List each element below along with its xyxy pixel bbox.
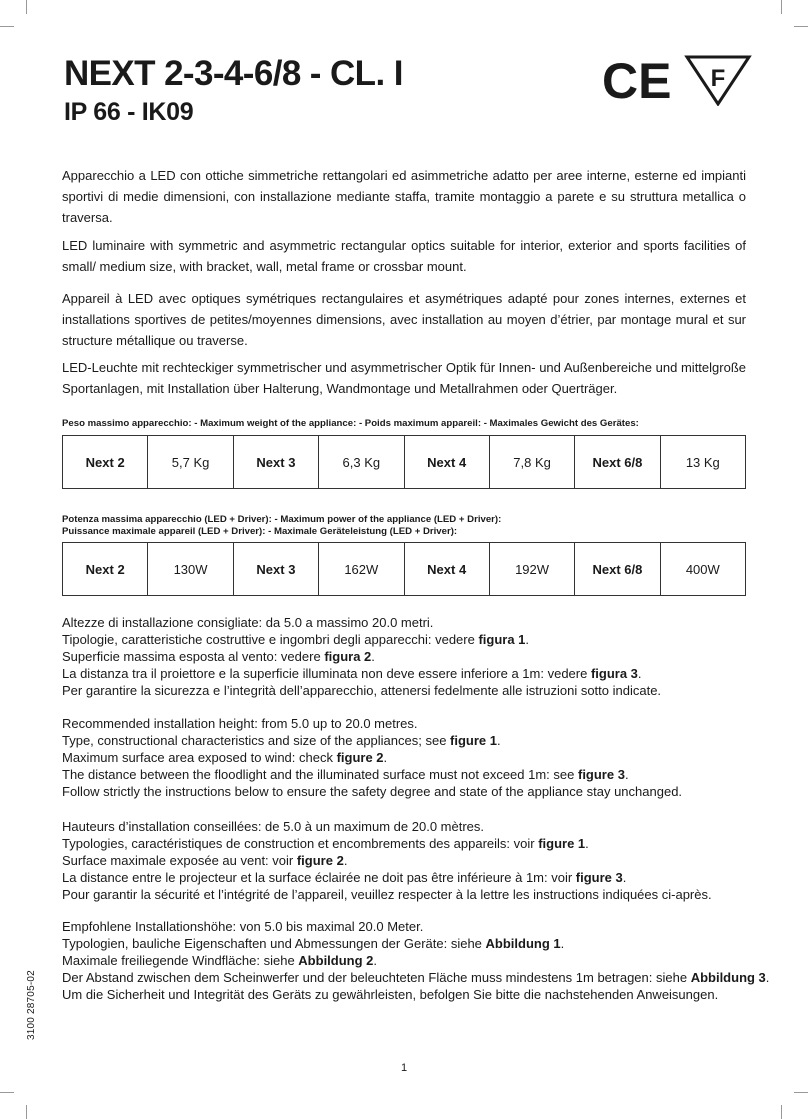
figure-ref: figure 2 [296,853,344,868]
crop-mark [26,0,27,14]
figure-ref: Abbildung 3 [690,970,766,985]
table-cell: 400W [660,543,745,596]
table-cell: 162W [319,543,404,596]
power-table [62,542,746,596]
f-mark-icon [687,57,749,104]
instructions-it [62,614,762,699]
ce-mark-icon [602,54,671,106]
page-number: 1 [400,1062,408,1074]
instruction-line: Um die Sicherheit und Integrität des Geräts zu gewährleisten, befolgen Sie bitte die nachstehenden Anweisungen. [62,987,719,1002]
instruction-line: Maximum surface area exposed to wind: check figure 2. [62,750,388,765]
weight-table [62,435,746,489]
figure-ref: figure 1 [450,733,498,748]
description-fr: Appareil à LED avec optiques symétriques rectangulaires et asymétriques adapté pour zones internes, externes et installations sportives de petites/moyennes dimensions, avec installation au moyen d’étrier, par montage mural et sur structure métallique ou traverse. [62,291,746,348]
instruction-line: Hauteurs d’installation conseillées: de 5.0 à un maximum de 20.0 mètres. [62,819,484,834]
table-cell: Next 4 [404,543,489,596]
figure-ref: figure 3 [577,767,625,782]
table-cell: 5,7 Kg [148,436,233,489]
instruction-line: Pour garantir la sécurité et l’intégrité de l’appareil, veuillez respecter à la lettre les instructions indiquées ci-après. [62,887,712,902]
crop-mark [794,1092,808,1093]
crop-mark [781,1105,782,1119]
figure-ref: figure 3 [575,870,623,885]
instruction-line: Tipologie, caratteristiche costruttive e ingombri degli apparecchi: vedere figura 1. [62,632,530,647]
page-title: NEXT 2-3-4-6/8 - CL. I [64,54,403,93]
table-cell: 6,3 Kg [319,436,404,489]
svg-text:F: F [710,65,726,92]
figure-ref: figura 2 [324,649,372,664]
description-en: LED luminaire with symmetric and asymmetric rectangular optics suitable for interior, exterior and sports facilities of small/ medium size, with bracket, wall, metal frame or crossbar mount. [62,238,746,274]
table-cell: Next 6/8 [575,543,660,596]
table-cell: 7,8 Kg [489,436,574,489]
description-it: Apparecchio a LED con ottiche simmetriche rettangolari ed asimmetriche adatto per aree interne, esterne ed impianti sportivi di medie dimensioni, con installazione mediante staffa, tramite montaggio a parete e su struttura metallica o traversa. [62,168,746,225]
instruction-line: Empfohlene Installationshöhe: von 5.0 bis maximal 20.0 Meter. [62,919,424,934]
instructions-fr [62,818,762,903]
table-row [63,436,746,489]
weight-table-label: Peso massimo apparecchio: - Maximum weight of the appliance: - Poids maximum appareil: - Maximales Gewicht des Gerätes: [62,418,639,429]
instruction-line: Surface maximale exposée au vent: voir figure 2. [62,853,348,868]
crop-mark [794,26,808,27]
instruction-line: Maximale freiliegende Windfläche: siehe Abbildung 2. [62,953,378,968]
instruction-line: La distance entre le projecteur et la surface éclairée ne doit pas être inférieure à 1m: voir figure 3. [62,870,627,885]
page-subtitle: IP 66 - IK09 [64,98,194,126]
table-cell: Next 4 [404,436,489,489]
instructions-en [62,715,762,800]
table-cell: Next 2 [63,543,148,596]
description-de: LED-Leuchte mit rechteckiger symmetrischer und asymmetrischer Optik für Innen- und Außenbereiche und mittelgroße Sportanlagen, mit Installation über Halterung, Wandmontage und Metallrahmen oder Querträger. [62,360,746,396]
power-table-label-line: Potenza massima apparecchio (LED + Driver): - Maximum power of the appliance (LED + Driver): [62,514,502,525]
table-cell: 192W [489,543,574,596]
instructions-de [62,918,770,1003]
crop-mark [0,26,14,27]
crop-mark [0,1092,14,1093]
instruction-line: The distance between the floodlight and the illuminated surface must not exceed 1m: see figure 3. [62,767,629,782]
instruction-line: Type, constructional characteristics and size of the appliances; see figure 1. [62,733,501,748]
instruction-line: Recommended installation height: from 5.0 up to 20.0 metres. [62,716,418,731]
figure-ref: figure 2 [336,750,384,765]
instruction-line: Der Abstand zwischen dem Scheinwerfer und der beleuchteten Fläche muss mindestens 1m betragen: siehe Abbildung 3. [62,970,770,985]
table-cell: 13 Kg [660,436,745,489]
instruction-line: Typologies, caractéristiques de construction et encombrements des appareils: voir figure 1. [62,836,589,851]
certification-marks [602,54,752,106]
instruction-line: Per garantire la sicurezza e l’integrità dell’apparecchio, attenersi fedelmente alle istruzioni sotto indicate. [62,683,662,698]
document-code: 3100 28705-02 [26,970,37,1040]
figure-ref: Abbildung 2 [298,953,374,968]
instruction-line: Typologien, bauliche Eigenschaften und Abmessungen der Geräte: siehe Abbildung 1. [62,936,565,951]
crop-mark [781,0,782,14]
figure-ref: figure 1 [538,836,586,851]
power-table-label [62,514,752,538]
table-cell: Next 6/8 [575,436,660,489]
table-cell: Next 3 [233,543,318,596]
svg-text:CE: CE [602,54,672,106]
instruction-line: Follow strictly the instructions below to ensure the safety degree and state of the appliance stay unchanged. [62,784,683,799]
instruction-line: La distanza tra il proiettore e la superficie illuminata non deve essere inferiore a 1m: vedere figura 3. [62,666,642,681]
table-cell: Next 3 [233,436,318,489]
figure-ref: figura 1 [478,632,526,647]
table-row [63,543,746,596]
instruction-line: Superficie massima esposta al vento: vedere figura 2. [62,649,375,664]
table-cell: 130W [148,543,233,596]
power-table-label-line: Puissance maximale appareil (LED + Driver): - Maximale Geräteleistung (LED + Driver): [62,526,458,537]
figure-ref: figura 3 [590,666,638,681]
crop-mark [26,1105,27,1119]
instruction-line: Altezze di installazione consigliate: da 5.0 a massimo 20.0 metri. [62,615,434,630]
figure-ref: Abbildung 1 [485,936,561,951]
table-cell: Next 2 [63,436,148,489]
